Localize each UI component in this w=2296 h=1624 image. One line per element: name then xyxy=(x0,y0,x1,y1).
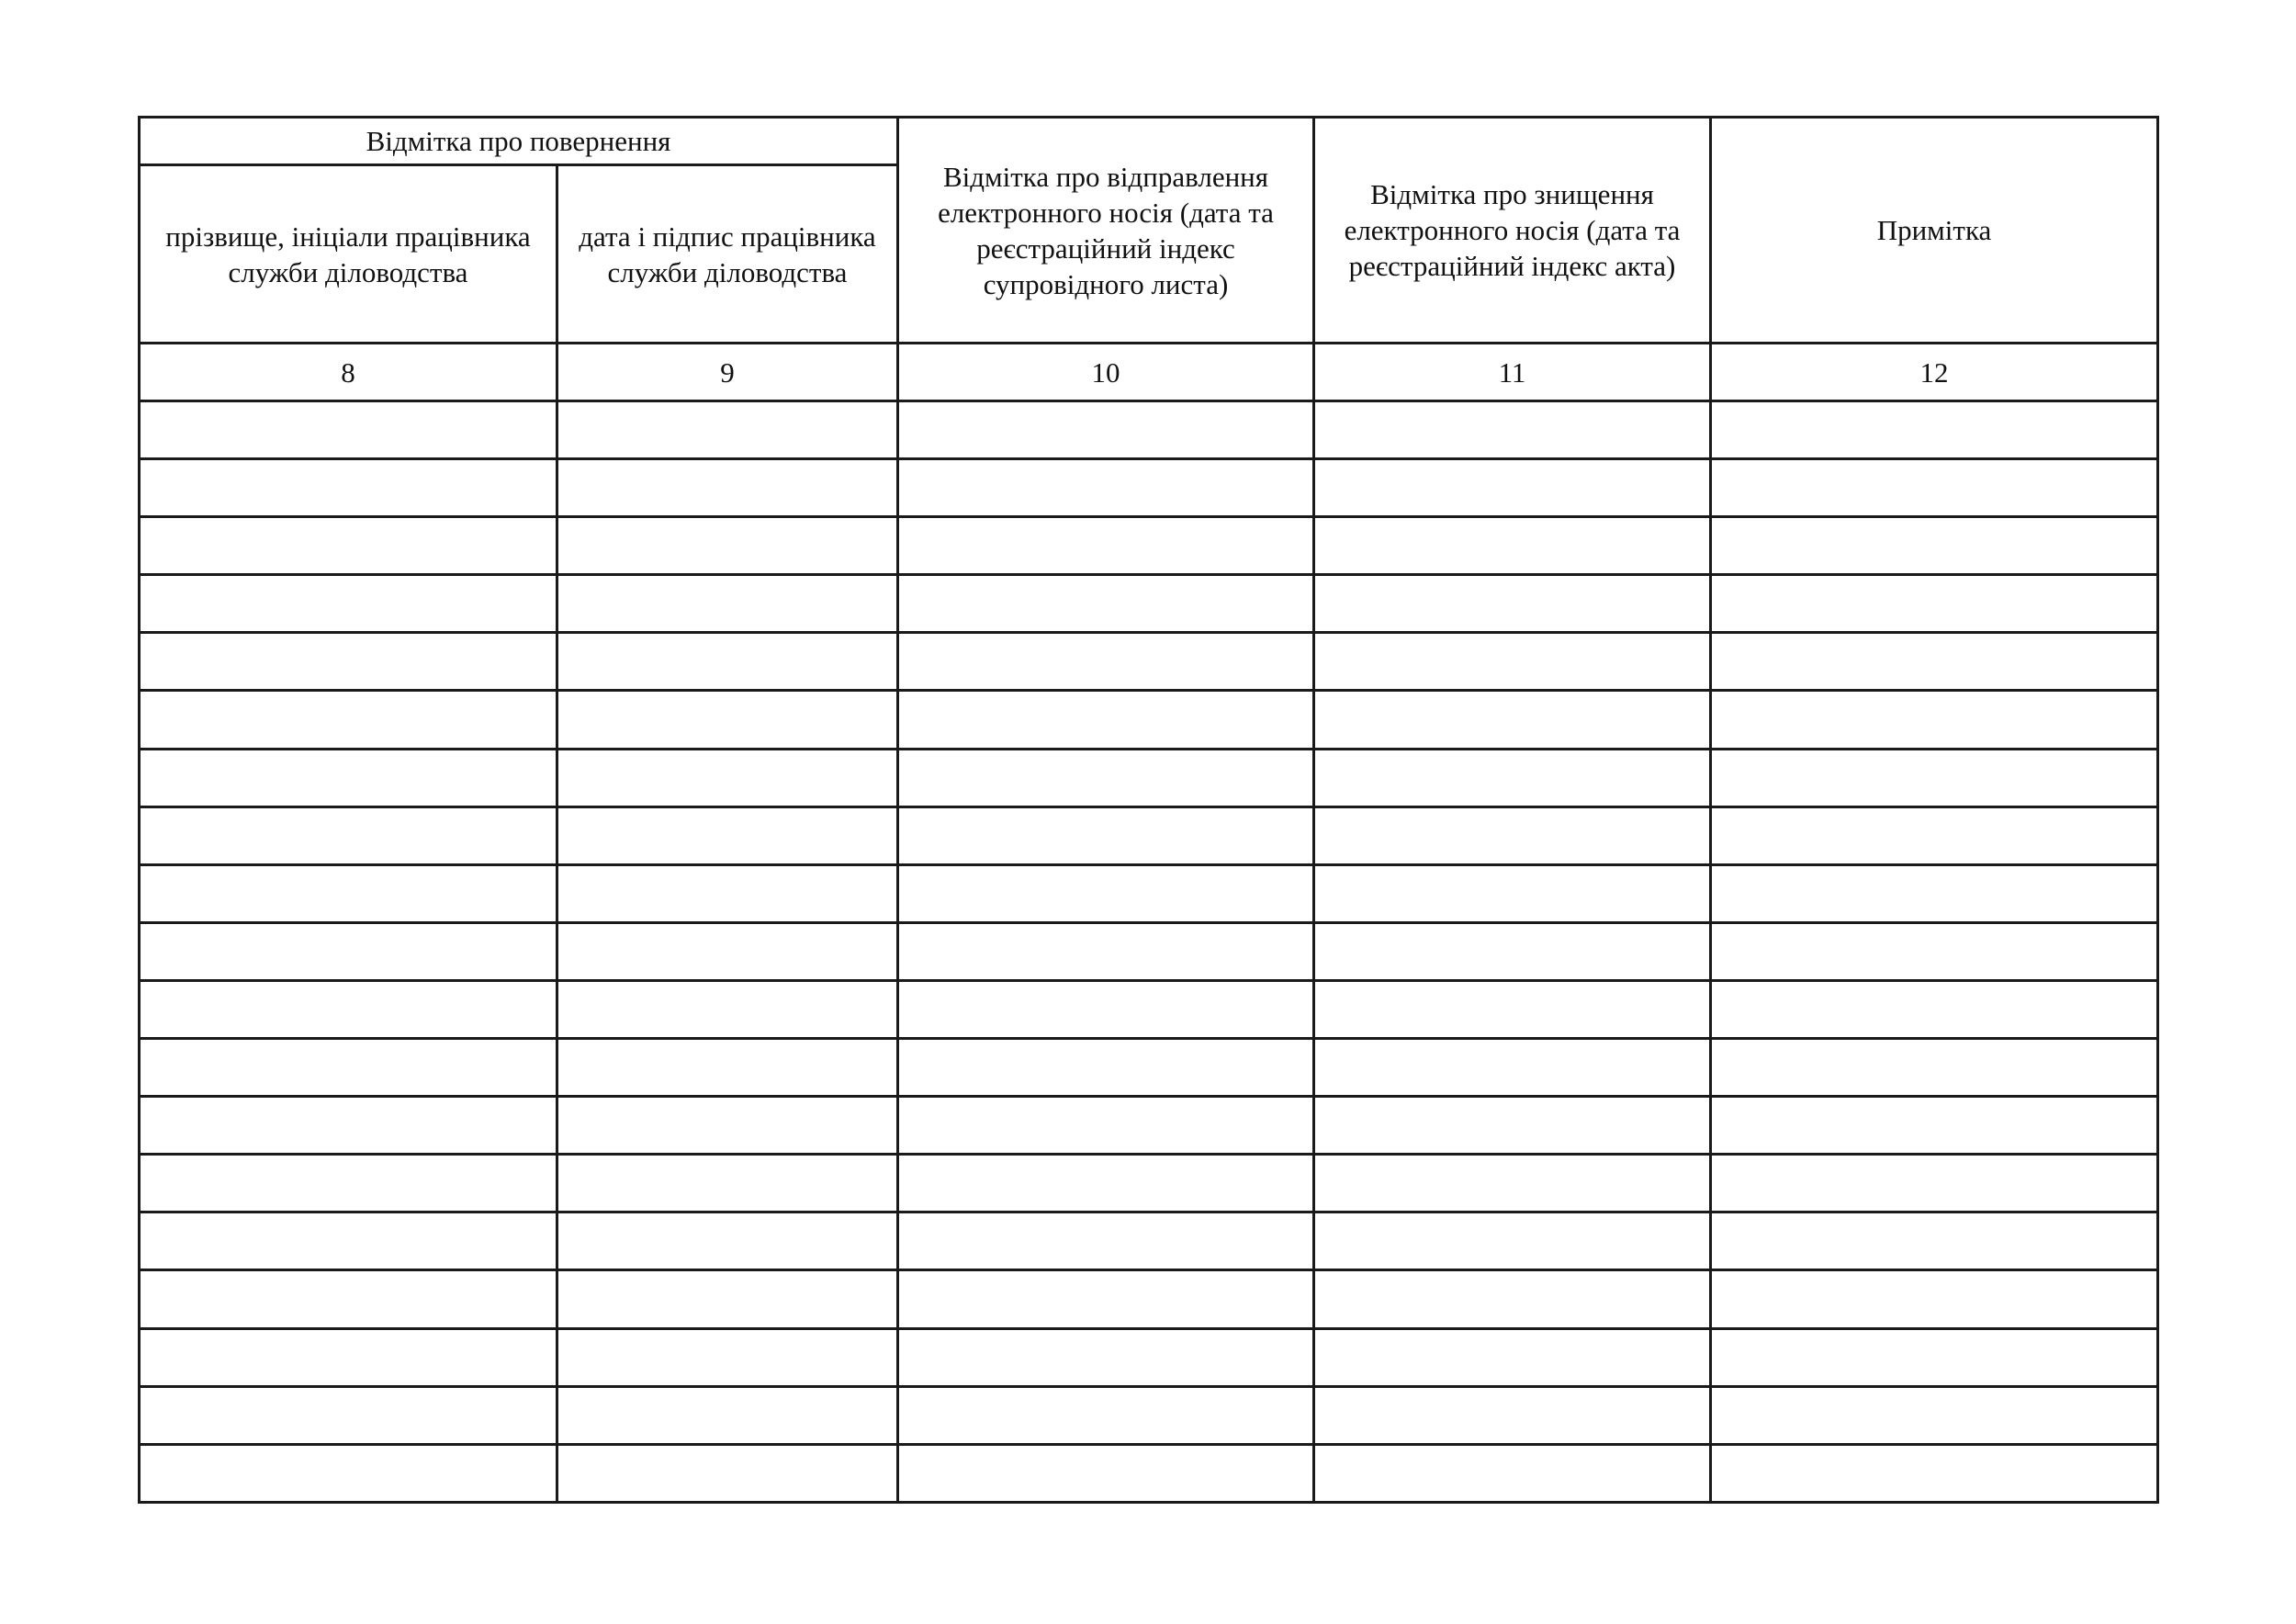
table-cell[interactable] xyxy=(898,1039,1314,1097)
table-cell[interactable] xyxy=(1314,1097,1711,1155)
table-cell[interactable] xyxy=(1314,922,1711,980)
table-row xyxy=(140,806,2158,864)
table-cell[interactable] xyxy=(1711,1444,2158,1502)
table-cell[interactable] xyxy=(1711,1270,2158,1328)
table-cell[interactable] xyxy=(1314,1386,1711,1444)
table-cell[interactable] xyxy=(1711,749,2158,806)
column-header-clerk-name: прізвище, ініціали працівника служби діловодства xyxy=(140,165,557,344)
media-return-journal-table xyxy=(138,116,2159,1504)
table-row xyxy=(140,749,2158,806)
table-cell[interactable] xyxy=(1314,459,1711,517)
column-header-note: Примітка xyxy=(1711,118,2158,344)
table-cell[interactable] xyxy=(557,691,898,749)
table-row xyxy=(140,1444,2158,1502)
table-cell[interactable] xyxy=(557,749,898,806)
table-cell[interactable] xyxy=(557,633,898,691)
column-number: 12 xyxy=(1711,344,2158,401)
table-row xyxy=(140,1097,2158,1155)
table-cell[interactable] xyxy=(557,1212,898,1270)
table-cell[interactable] xyxy=(140,864,557,922)
column-header-destruction-mark: Відмітка про знищення електронного носія (дата та реєстраційний індекс акта) xyxy=(1314,118,1711,344)
table-cell[interactable] xyxy=(898,517,1314,575)
table-cell[interactable] xyxy=(1711,1212,2158,1270)
table-row xyxy=(140,633,2158,691)
table-cell[interactable] xyxy=(1711,1097,2158,1155)
table-cell[interactable] xyxy=(1314,633,1711,691)
table-cell[interactable] xyxy=(557,1386,898,1444)
table-cell[interactable] xyxy=(140,1328,557,1386)
table-row xyxy=(140,1212,2158,1270)
table-cell[interactable] xyxy=(1711,633,2158,691)
table-row xyxy=(140,1155,2158,1212)
table-cell[interactable] xyxy=(557,1097,898,1155)
table-row xyxy=(140,401,2158,459)
table-cell[interactable] xyxy=(898,459,1314,517)
table-cell[interactable] xyxy=(1711,575,2158,633)
table-row xyxy=(140,1386,2158,1444)
table-cell[interactable] xyxy=(1314,1270,1711,1328)
table-row xyxy=(140,575,2158,633)
table-cell[interactable] xyxy=(140,980,557,1038)
table-cell[interactable] xyxy=(898,806,1314,864)
group-header-return-mark: Відмітка про повернення xyxy=(140,118,898,165)
table-cell[interactable] xyxy=(140,1212,557,1270)
table-cell[interactable] xyxy=(140,575,557,633)
table-cell[interactable] xyxy=(898,1097,1314,1155)
table-cell[interactable] xyxy=(898,1270,1314,1328)
table-cell[interactable] xyxy=(140,459,557,517)
table-cell[interactable] xyxy=(557,1039,898,1097)
column-number-row xyxy=(140,344,2158,401)
table-cell[interactable] xyxy=(898,1212,1314,1270)
table-row xyxy=(140,864,2158,922)
table-cell[interactable] xyxy=(140,1155,557,1212)
table-cell[interactable] xyxy=(557,1444,898,1502)
table-cell[interactable] xyxy=(1711,691,2158,749)
table-cell[interactable] xyxy=(898,922,1314,980)
table-cell[interactable] xyxy=(898,749,1314,806)
table-cell[interactable] xyxy=(1711,401,2158,459)
table-row xyxy=(140,459,2158,517)
column-header-dispatch-mark: Відмітка про відправлення електронного носія (дата та реєстраційний індекс супровідного листа) xyxy=(898,118,1314,344)
table-cell[interactable] xyxy=(557,401,898,459)
table-cell[interactable] xyxy=(1314,1155,1711,1212)
column-header-clerk-date-signature: дата і підпис працівника служби діловодства xyxy=(557,165,898,344)
table-cell[interactable] xyxy=(1314,691,1711,749)
table-cell[interactable] xyxy=(140,401,557,459)
table-cell[interactable] xyxy=(898,1444,1314,1502)
table-cell[interactable] xyxy=(557,575,898,633)
table-cell[interactable] xyxy=(140,1097,557,1155)
table-cell[interactable] xyxy=(1711,980,2158,1038)
table-cell[interactable] xyxy=(140,691,557,749)
table-cell[interactable] xyxy=(557,1328,898,1386)
table-row xyxy=(140,1270,2158,1328)
table-row xyxy=(140,1328,2158,1386)
table-cell[interactable] xyxy=(1711,517,2158,575)
table-row xyxy=(140,517,2158,575)
table-cell[interactable] xyxy=(1314,806,1711,864)
table-cell[interactable] xyxy=(557,806,898,864)
table-row xyxy=(140,691,2158,749)
table-cell[interactable] xyxy=(557,1270,898,1328)
table-cell[interactable] xyxy=(1314,1328,1711,1386)
table-cell[interactable] xyxy=(557,922,898,980)
table-cell[interactable] xyxy=(140,806,557,864)
table-cell[interactable] xyxy=(898,1386,1314,1444)
table-cell[interactable] xyxy=(1314,401,1711,459)
table-cell[interactable] xyxy=(1711,1039,2158,1097)
table-row xyxy=(140,922,2158,980)
table-cell[interactable] xyxy=(557,864,898,922)
table-row xyxy=(140,1039,2158,1097)
table-cell[interactable] xyxy=(1711,1386,2158,1444)
table-cell[interactable] xyxy=(1711,1155,2158,1212)
table-cell[interactable] xyxy=(1711,806,2158,864)
table-cell[interactable] xyxy=(898,1155,1314,1212)
table-row xyxy=(140,980,2158,1038)
table-cell[interactable] xyxy=(557,980,898,1038)
table-cell[interactable] xyxy=(140,1386,557,1444)
table-cell[interactable] xyxy=(1314,864,1711,922)
table-cell[interactable] xyxy=(1314,1444,1711,1502)
table-cell[interactable] xyxy=(1711,1328,2158,1386)
table-cell[interactable] xyxy=(898,401,1314,459)
table-cell[interactable] xyxy=(1314,980,1711,1038)
table-cell[interactable] xyxy=(1711,922,2158,980)
table-cell[interactable] xyxy=(898,575,1314,633)
table-cell[interactable] xyxy=(1711,864,2158,922)
table-cell[interactable] xyxy=(1711,459,2158,517)
table-cell[interactable] xyxy=(898,864,1314,922)
table-cell[interactable] xyxy=(140,1444,557,1502)
table-cell[interactable] xyxy=(140,922,557,980)
column-number: 10 xyxy=(898,344,1314,401)
table-cell[interactable] xyxy=(557,459,898,517)
table-cell[interactable] xyxy=(898,633,1314,691)
table-cell[interactable] xyxy=(140,517,557,575)
table-cell[interactable] xyxy=(898,1328,1314,1386)
table-cell[interactable] xyxy=(1314,575,1711,633)
table-cell[interactable] xyxy=(898,691,1314,749)
column-number: 9 xyxy=(557,344,898,401)
table-cell[interactable] xyxy=(1314,1212,1711,1270)
table-cell[interactable] xyxy=(140,633,557,691)
column-number: 8 xyxy=(140,344,557,401)
table-cell[interactable] xyxy=(1314,1039,1711,1097)
table-cell[interactable] xyxy=(898,980,1314,1038)
table-cell[interactable] xyxy=(140,1039,557,1097)
table-cell[interactable] xyxy=(557,517,898,575)
column-number: 11 xyxy=(1314,344,1711,401)
table-cell[interactable] xyxy=(1314,517,1711,575)
table-cell[interactable] xyxy=(140,749,557,806)
table-cell[interactable] xyxy=(140,1270,557,1328)
table-cell[interactable] xyxy=(1314,749,1711,806)
table-cell[interactable] xyxy=(557,1155,898,1212)
